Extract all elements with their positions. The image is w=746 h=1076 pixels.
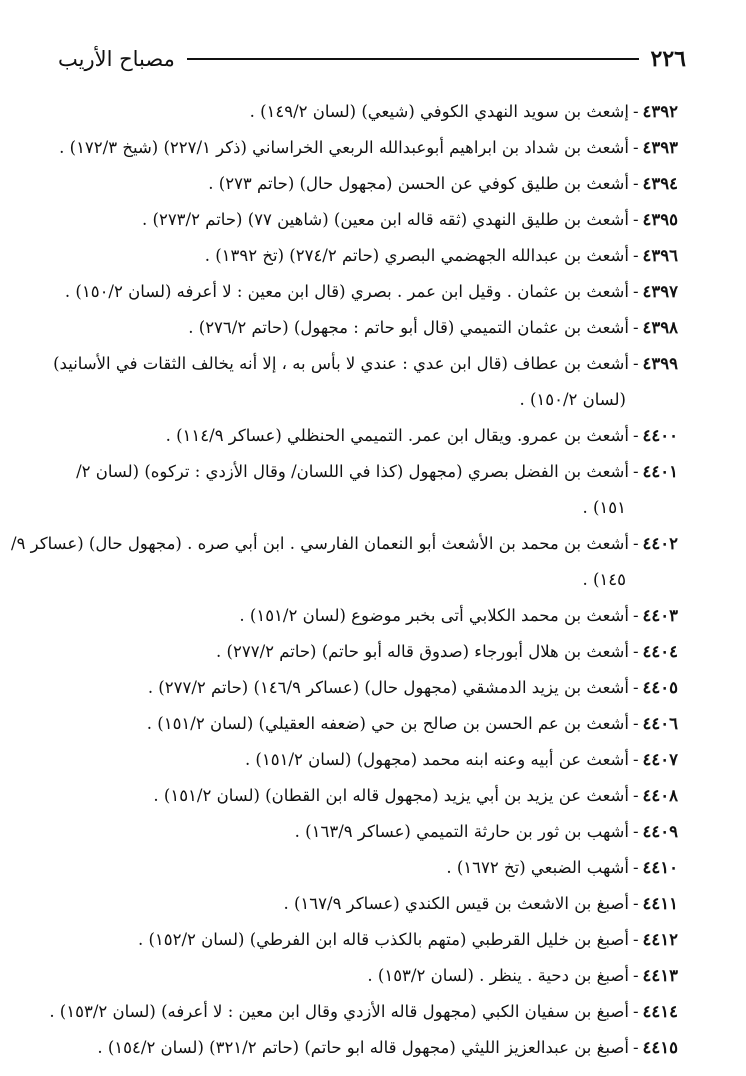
- entry-text: أشعث بن عمرو. ويقال ابن عمر. التميمي الحنظلي (عساكر ١١٤/٩) .: [165, 426, 629, 445]
- entry-text: أشعث بن شداد بن ابراهيم أبوعبدالله الربعي الخراساني (ذكر ٢٢٧/١) (شيخ ١٧٢/٣) .: [59, 138, 629, 157]
- entry-text: أشهب الضبعي (تخ ١٦٧٢) .: [446, 858, 629, 877]
- page-number: ٢٢٦: [650, 46, 686, 72]
- entry-continuation: ١٤٥) .: [582, 570, 626, 589]
- entry-number: ٤٣٩٧: [642, 282, 678, 301]
- entry-number: ٤٣٩٩: [642, 354, 678, 373]
- entry-4399: ٤٣٩٩-أشعث بن عطاف (قال ابن عدي : عندي لا بأس به ، إلا أنه يخالف الثقات في الأسانيد) (لسان ١٥٠/٢) .: [66, 346, 678, 418]
- entry-continuation: ١٥١) .: [582, 498, 626, 517]
- entry-number: ٤٤٠٣: [642, 606, 678, 625]
- entry-number: ٤٤٠٢: [642, 534, 678, 553]
- header-rule: [187, 58, 639, 60]
- entry-text: أشعث بن طليق كوفي عن الحسن (مجهول حال) (حاتم ٢٧٣) .: [208, 174, 629, 193]
- entry-number: ٤٤١٠: [642, 858, 678, 877]
- entry-number: ٤٣٩٤: [642, 174, 678, 193]
- entry-4393: ٤٣٩٣-أشعث بن شداد بن ابراهيم أبوعبدالله الربعي الخراساني (ذكر ٢٢٧/١) (شيخ ١٧٢/٣) .: [59, 138, 678, 157]
- entry-4396: ٤٣٩٦-أشعث بن عبدالله الجهضمي البصري (حاتم ٢٧٤/٢) (تخ ١٣٩٢) .: [204, 246, 678, 265]
- entry-text: أشعث بن طليق النهدي (ثقه قاله ابن معين) (شاهين ٧٧) (حاتم ٢٧٣/٢) .: [142, 210, 629, 229]
- entry-4395: ٤٣٩٥-أشعث بن طليق النهدي (ثقه قاله ابن معين) (شاهين ٧٧) (حاتم ٢٧٣/٢) .: [142, 210, 678, 229]
- entry-number: ٤٤٠٠: [642, 426, 678, 445]
- entry-number: ٤٤٠٨: [642, 786, 678, 805]
- entry-number: ٤٤١٥: [642, 1038, 678, 1057]
- entry-number: ٤٣٩٨: [642, 318, 678, 337]
- entry-4411: ٤٤١١-أصبغ بن الاشعث بن قيس الكندي (عساكر ١٦٧/٩) .: [283, 894, 678, 913]
- entry-number: ٤٤١٣: [642, 966, 678, 985]
- entry-4415: ٤٤١٥-أصبغ بن عبدالعزيز الليثي (مجهول قاله ابو حاتم) (حاتم ٣٢١/٢) (لسان ١٥٤/٢) .: [97, 1038, 678, 1057]
- entry-4401: ٤٤٠١-أشعث بن الفضل بصري (مجهول (كذا في اللسان/ وقال الأزدي : تركوه) (لسان ٢/ ١٥١) .: [66, 454, 678, 526]
- entry-number: ٤٤١٢: [642, 930, 678, 949]
- entry-number: ٤٣٩٦: [642, 246, 678, 265]
- book-title: مصباح الأريب: [58, 47, 175, 71]
- entry-number: ٤٤١١: [642, 894, 678, 913]
- entry-number: ٤٤٠٦: [642, 714, 678, 733]
- entry-text: أشعث بن عبدالله الجهضمي البصري (حاتم ٢٧٤/٢) (تخ ١٣٩٢) .: [204, 246, 629, 265]
- entry-number: ٤٣٩٢: [642, 102, 678, 121]
- entry-4413: ٤٤١٣-أصبغ بن دحية . ينظر . (لسان ١٥٣/٢) .: [367, 966, 678, 985]
- entry-number: ٤٤٠٧: [642, 750, 678, 769]
- entry-number: ٤٣٩٥: [642, 210, 678, 229]
- entry-list: [11, 94, 678, 1066]
- entry-number: ٤٤٠٩: [642, 822, 678, 841]
- entry-text: أشعث بن عم الحسن بن صالح بن حي (ضعفه العقيلي) (لسان ١٥١/٢) .: [146, 714, 629, 733]
- entry-4398: ٤٣٩٨-أشعث بن عثمان التميمي (قال أبو حاتم : مجهول) (حاتم ٢٧٦/٢) .: [188, 318, 678, 337]
- entry-4400: ٤٤٠٠-أشعث بن عمرو. ويقال ابن عمر. التميمي الحنظلي (عساكر ١١٤/٩) .: [165, 426, 678, 445]
- entry-text: أشعث بن محمد بن الأشعث أبو النعمان الفارسي . ابن أبي صره . (مجهول حال) (عساكر ٩/: [11, 534, 629, 553]
- entry-4405: ٤٤٠٥-أشعث بن يزيد الدمشقي (مجهول حال) (عساكر ١٤٦/٩) (حاتم ٢٧٧/٢) .: [147, 678, 678, 697]
- page-header: [58, 42, 686, 76]
- entry-4397: ٤٣٩٧-أشعث بن عثمان . وقيل ابن عمر . بصري (قال ابن معين : لا أعرفه (لسان ١٥٠/٢) .: [64, 282, 678, 301]
- entry-4394: ٤٣٩٤-أشعث بن طليق كوفي عن الحسن (مجهول حال) (حاتم ٢٧٣) .: [208, 174, 678, 193]
- entry-text: أصبغ بن خليل القرطبي (متهم بالكذب قاله ابن الفرطي) (لسان ١٥٢/٢) .: [137, 930, 629, 949]
- entry-text: أشعث بن هلال أبورجاء (صدوق قاله أبو حاتم) (حاتم ٢٧٧/٢) .: [216, 642, 629, 661]
- entry-text: أصبغ بن الاشعث بن قيس الكندي (عساكر ١٦٧/٩) .: [283, 894, 629, 913]
- entry-text: أصبغ بن سفيان الكبي (مجهول قاله الأزدي وقال ابن معين : لا أعرفه) (لسان ١٥٣/٢) .: [49, 1002, 629, 1021]
- entry-number: ٤٣٩٣: [642, 138, 678, 157]
- entry-4392: ٤٣٩٢-إشعث بن سويد النهدي الكوفي (شيعي) (لسان ١٤٩/٢) .: [249, 102, 678, 121]
- entry-text: أشهب بن ثور بن حارثة التميمي (عساكر ١٦٣/٩) .: [294, 822, 629, 841]
- entry-number: ٤٤٠٥: [642, 678, 678, 697]
- entry-number: ٤٤٠١: [642, 462, 678, 481]
- entry-4406: ٤٤٠٦-أشعث بن عم الحسن بن صالح بن حي (ضعفه العقيلي) (لسان ١٥١/٢) .: [146, 714, 678, 733]
- entry-4409: ٤٤٠٩-أشهب بن ثور بن حارثة التميمي (عساكر ١٦٣/٩) .: [294, 822, 678, 841]
- entry-text: أشعث بن الفضل بصري (مجهول (كذا في اللسان/ وقال الأزدي : تركوه) (لسان ٢/: [76, 462, 629, 481]
- entry-4410: ٤٤١٠-أشهب الضبعي (تخ ١٦٧٢) .: [446, 858, 678, 877]
- entry-text: أصبغ بن دحية . ينظر . (لسان ١٥٣/٢) .: [367, 966, 629, 985]
- entry-4402: ٤٤٠٢-أشعث بن محمد بن الأشعث أبو النعمان الفارسي . ابن أبي صره . (مجهول حال) (عساكر ٩/ ١٤٥) .: [66, 526, 678, 598]
- entry-4414: ٤٤١٤-أصبغ بن سفيان الكبي (مجهول قاله الأزدي وقال ابن معين : لا أعرفه) (لسان ١٥٣/٢) .: [49, 1002, 678, 1021]
- entry-4408: ٤٤٠٨-أشعث عن يزيد بن أبي يزيد (مجهول قاله ابن القطان) (لسان ١٥١/٢) .: [153, 786, 678, 805]
- entry-number: ٤٤١٤: [642, 1002, 678, 1021]
- entry-4407: ٤٤٠٧-أشعث عن أبيه وعنه ابنه محمد (مجهول) (لسان ١٥١/٢) .: [244, 750, 678, 769]
- entry-number: ٤٤٠٤: [642, 642, 678, 661]
- entry-text: أشعث بن عطاف (قال ابن عدي : عندي لا بأس به ، إلا أنه يخالف الثقات في الأسانيد): [53, 354, 629, 373]
- entry-text: إشعث بن سويد النهدي الكوفي (شيعي) (لسان ١٤٩/٢) .: [249, 102, 629, 121]
- entry-text: أشعث بن عثمان التميمي (قال أبو حاتم : مجهول) (حاتم ٢٧٦/٢) .: [188, 318, 629, 337]
- entry-text: أشعث بن عثمان . وقيل ابن عمر . بصري (قال ابن معين : لا أعرفه (لسان ١٥٠/٢) .: [64, 282, 629, 301]
- entry-text: أصبغ بن عبدالعزيز الليثي (مجهول قاله ابو حاتم) (حاتم ٣٢١/٢) (لسان ١٥٤/٢) .: [97, 1038, 629, 1057]
- entry-text: أشعث بن يزيد الدمشقي (مجهول حال) (عساكر ١٤٦/٩) (حاتم ٢٧٧/٢) .: [147, 678, 629, 697]
- entry-text: أشعث عن يزيد بن أبي يزيد (مجهول قاله ابن القطان) (لسان ١٥١/٢) .: [153, 786, 629, 805]
- entry-text: أشعث عن أبيه وعنه ابنه محمد (مجهول) (لسان ١٥١/٢) .: [244, 750, 629, 769]
- entry-continuation: (لسان ١٥٠/٢) .: [519, 390, 626, 409]
- entry-4412: ٤٤١٢-أصبغ بن خليل القرطبي (متهم بالكذب قاله ابن الفرطي) (لسان ١٥٢/٢) .: [137, 930, 678, 949]
- entry-4403: ٤٤٠٣-أشعث بن محمد الكلابي أتى بخبر موضوع (لسان ١٥١/٢) .: [239, 606, 678, 625]
- entry-4404: ٤٤٠٤-أشعث بن هلال أبورجاء (صدوق قاله أبو حاتم) (حاتم ٢٧٧/٢) .: [216, 642, 678, 661]
- entry-text: أشعث بن محمد الكلابي أتى بخبر موضوع (لسان ١٥١/٢) .: [239, 606, 629, 625]
